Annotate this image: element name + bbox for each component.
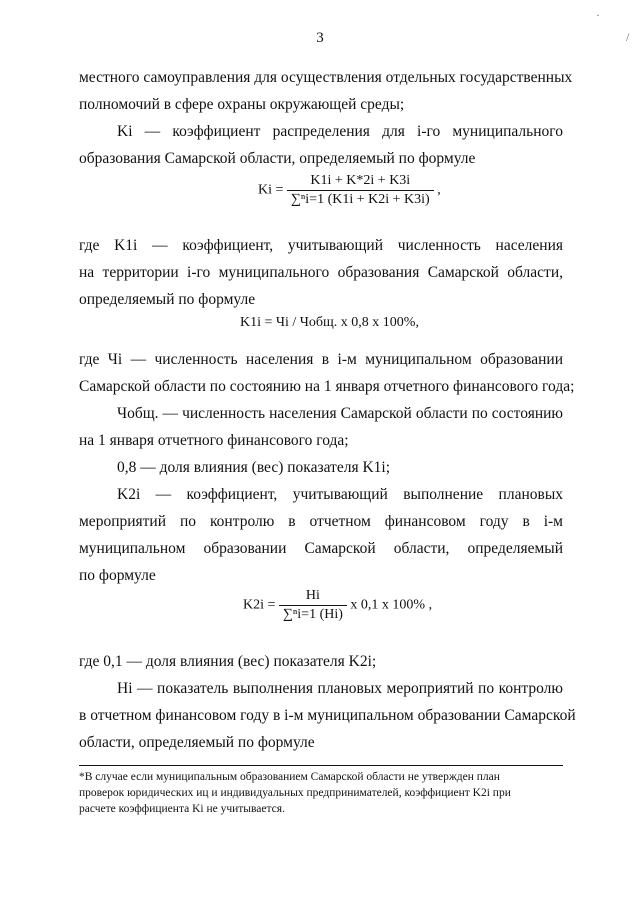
body-line: по формуле [79,567,156,584]
footnote-line: расчете коэффициента Ki не учитывается. [79,803,285,815]
formula-lhs: Ki = [258,182,284,198]
body-line: на 1 января отчетного финансового года; [79,432,349,449]
formula-k2i [243,588,432,623]
formula-fraction [287,173,434,208]
formula-tail: x 0,1 x 100% , [350,597,433,613]
page-number: 3 [316,30,324,46]
formula-numerator: Hi [279,588,347,606]
body-line: образования Самарской области, определяемый по формуле [79,150,476,167]
footnote-line: проверок юридических иц и индивидуальных предпринимателей, коэффициент K2i при [79,787,511,799]
body-line: мероприятий по контролю в отчетном финансовом году в i-м [79,513,563,530]
body-line: Самарской области по состоянию на 1 января отчетного финансового года; [79,378,575,395]
body-line: где 0,1 — доля влияния (вес) показателя K2i; [79,653,377,670]
body-line: области, определяемый по формуле [79,734,315,751]
body-line: Чобщ. — численность населения Самарской области по состоянию [117,405,563,422]
footnote-divider [79,765,563,766]
scan-mark: · [596,8,600,22]
formula-k1i: K1i = Чi / Чобщ. x 0,8 x 100%, [240,315,419,330]
footnote-line: *В случае если муниципальным образованием Самарской области не утвержден план [79,771,500,783]
body-line: определяемый по формуле [79,291,256,308]
formula-denominator: ∑ⁿi=1 (Hi) [282,607,343,622]
formula-denominator: ∑ⁿi=1 (K1i + K2i + K3i) [290,192,430,207]
formula-fraction [279,588,347,623]
body-line: на территории i-го муниципального образования Самарской области, [79,264,563,281]
body-line: Ki — коэффициент распределения для i-го муниципального [117,123,563,140]
body-line: K2i — коэффициент, учитывающий выполнение плановых [117,486,563,503]
formula-ki [258,173,441,208]
body-line: где K1i — коэффициент, учитывающий численность населения [79,237,563,254]
formula-tail: , [437,182,441,198]
body-line: где Чi — численность населения в i-м муниципальном образовании [79,351,563,368]
body-line: местного самоуправления для осуществления отдельных государственных [79,69,573,86]
scan-mark: / [626,30,630,44]
formula-numerator: K1i + K*2i + K3i [287,173,434,191]
body-line: Hi — показатель выполнения плановых мероприятий по контролю [117,680,563,697]
formula-lhs: K2i = [243,597,276,613]
body-line: муниципальном образовании Самарской области, определяемый [79,540,563,557]
body-line: 0,8 — доля влияния (вес) показателя K1i; [117,459,391,476]
body-line: полномочий в сфере охраны окружающей среды; [79,96,405,113]
body-line: в отчетном финансовом году в i-м муниципальном образовании Самарской [79,707,576,724]
